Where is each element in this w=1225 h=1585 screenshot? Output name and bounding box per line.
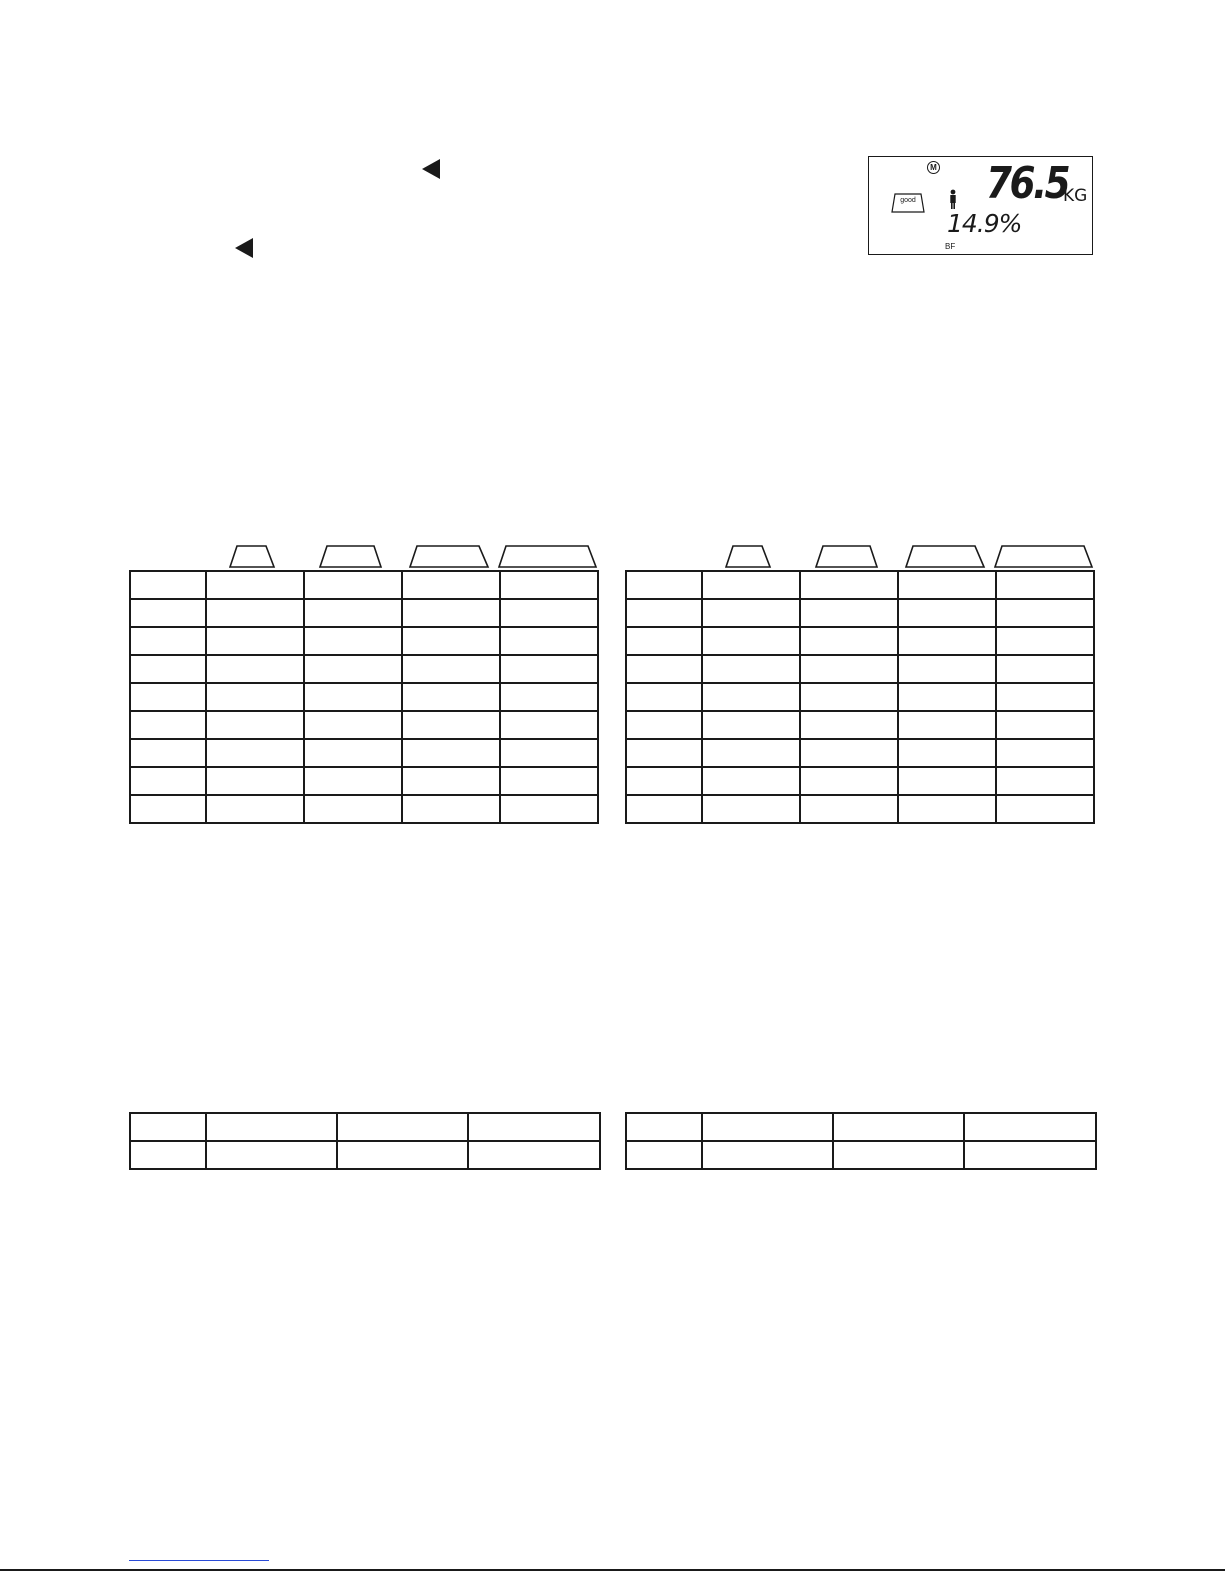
table-cell <box>130 795 206 823</box>
table-row <box>130 1141 600 1169</box>
table-row <box>130 683 598 711</box>
scale-lcd-display <box>868 156 1093 255</box>
table-cell <box>702 599 800 627</box>
table-row <box>130 711 598 739</box>
table-cell <box>402 739 500 767</box>
footer-rule <box>0 1569 1225 1571</box>
table-cell <box>898 571 996 599</box>
table-cell <box>402 571 500 599</box>
table-row <box>130 1113 600 1141</box>
table-cell <box>402 767 500 795</box>
table-cell <box>337 1113 468 1141</box>
table-cell <box>206 795 304 823</box>
table-cell <box>500 739 598 767</box>
table-row <box>130 571 598 599</box>
table-cell <box>898 599 996 627</box>
table-cell <box>500 795 598 823</box>
table-cell <box>500 627 598 655</box>
table-cell <box>702 711 800 739</box>
status-badge <box>891 193 925 213</box>
table-row <box>130 599 598 627</box>
table-cell <box>206 1141 337 1169</box>
table-cell <box>130 683 206 711</box>
table-cell <box>206 599 304 627</box>
table-cell <box>337 1141 468 1169</box>
table-cell <box>800 627 898 655</box>
table-cell <box>206 627 304 655</box>
left-table-header-tabs <box>229 545 601 569</box>
table-cell <box>898 739 996 767</box>
table-cell <box>702 1113 833 1141</box>
table-cell <box>304 627 402 655</box>
table-cell <box>800 795 898 823</box>
table-row <box>130 767 598 795</box>
table-cell <box>800 655 898 683</box>
table-cell <box>130 571 206 599</box>
table-cell <box>996 599 1094 627</box>
table-cell <box>468 1113 600 1141</box>
table-cell <box>402 655 500 683</box>
table-cell <box>833 1113 964 1141</box>
table-row <box>626 571 1094 599</box>
table-cell <box>626 795 702 823</box>
status-badge-label: good <box>900 197 916 204</box>
table-cell <box>130 655 206 683</box>
table-row <box>626 599 1094 627</box>
table-cell <box>500 767 598 795</box>
table-cell <box>468 1141 600 1169</box>
table-row <box>626 1141 1096 1169</box>
table-cell <box>206 711 304 739</box>
table-cell <box>206 1113 337 1141</box>
table-cell <box>996 683 1094 711</box>
table-cell <box>402 711 500 739</box>
person-icon <box>949 189 957 209</box>
table-cell <box>500 711 598 739</box>
table-cell <box>206 683 304 711</box>
table-cell <box>304 711 402 739</box>
table-cell <box>626 711 702 739</box>
table-cell <box>996 627 1094 655</box>
table-cell <box>304 683 402 711</box>
table-cell <box>304 767 402 795</box>
table-cell <box>898 655 996 683</box>
table-row <box>626 711 1094 739</box>
body-fat-label: BF <box>945 242 956 251</box>
table-cell <box>130 1113 206 1141</box>
left-summary-table <box>129 1112 601 1170</box>
table-cell <box>500 571 598 599</box>
table-row <box>130 739 598 767</box>
table-row <box>130 795 598 823</box>
table-cell <box>206 571 304 599</box>
weight-readout: 76.5 <box>986 158 1069 209</box>
table-cell <box>626 739 702 767</box>
table-row <box>626 627 1094 655</box>
table-cell <box>800 767 898 795</box>
table-cell <box>800 683 898 711</box>
header-tab-shape <box>726 546 770 567</box>
table-row <box>626 795 1094 823</box>
table-cell <box>626 599 702 627</box>
table-cell <box>702 739 800 767</box>
weight-unit: KG <box>1063 186 1088 206</box>
table-cell <box>702 767 800 795</box>
table-cell <box>898 627 996 655</box>
left-triangle-arrow-icon <box>235 238 253 258</box>
table-cell <box>996 795 1094 823</box>
table-row <box>626 767 1094 795</box>
table-cell <box>702 571 800 599</box>
header-tab-shape <box>320 546 381 567</box>
table-cell <box>402 599 500 627</box>
table-cell <box>800 711 898 739</box>
table-cell <box>996 655 1094 683</box>
table-cell <box>833 1141 964 1169</box>
header-tab-shape <box>906 546 984 567</box>
table-cell <box>304 795 402 823</box>
table-cell <box>402 795 500 823</box>
header-tab-shape <box>230 546 274 567</box>
table-cell <box>130 1141 206 1169</box>
table-cell <box>702 627 800 655</box>
table-cell <box>702 683 800 711</box>
table-row <box>130 627 598 655</box>
table-cell <box>626 627 702 655</box>
table-cell <box>130 739 206 767</box>
table-cell <box>402 627 500 655</box>
table-cell <box>626 571 702 599</box>
table-cell <box>800 571 898 599</box>
table-cell <box>702 655 800 683</box>
right-table-header-tabs <box>725 545 1097 569</box>
header-tab-shape <box>995 546 1092 567</box>
table-cell <box>304 655 402 683</box>
table-cell <box>500 655 598 683</box>
table-cell <box>626 655 702 683</box>
body-fat-readout: 14.9% <box>947 209 1022 238</box>
table-cell <box>800 599 898 627</box>
right-body-fat-table <box>625 570 1095 824</box>
left-triangle-arrow-icon <box>422 159 440 179</box>
table-cell <box>898 767 996 795</box>
table-cell <box>964 1141 1096 1169</box>
table-cell <box>626 1113 702 1141</box>
table-cell <box>702 795 800 823</box>
table-cell <box>898 795 996 823</box>
header-tab-shape <box>410 546 488 567</box>
table-cell <box>626 767 702 795</box>
table-row <box>130 655 598 683</box>
table-cell <box>500 683 598 711</box>
table-row <box>626 1113 1096 1141</box>
table-cell <box>130 627 206 655</box>
table-cell <box>964 1113 1096 1141</box>
table-cell <box>304 739 402 767</box>
table-row <box>626 655 1094 683</box>
table-cell <box>206 739 304 767</box>
table-cell <box>206 655 304 683</box>
table-cell <box>304 571 402 599</box>
header-tab-shape <box>499 546 596 567</box>
table-cell <box>702 1141 833 1169</box>
table-cell <box>304 599 402 627</box>
footer-link-underline <box>129 1560 269 1561</box>
table-cell <box>996 739 1094 767</box>
table-cell <box>626 1141 702 1169</box>
left-body-fat-table <box>129 570 599 824</box>
table-row <box>626 683 1094 711</box>
table-cell <box>898 683 996 711</box>
table-row <box>626 739 1094 767</box>
table-cell <box>130 711 206 739</box>
table-cell <box>996 711 1094 739</box>
table-cell <box>500 599 598 627</box>
right-summary-table <box>625 1112 1097 1170</box>
header-tab-shape <box>816 546 877 567</box>
table-cell <box>626 683 702 711</box>
table-cell <box>898 711 996 739</box>
table-cell <box>206 767 304 795</box>
table-cell <box>996 571 1094 599</box>
table-cell <box>130 767 206 795</box>
memory-circle-icon: M <box>927 161 940 174</box>
table-cell <box>996 767 1094 795</box>
table-cell <box>402 683 500 711</box>
table-cell <box>800 739 898 767</box>
table-cell <box>130 599 206 627</box>
